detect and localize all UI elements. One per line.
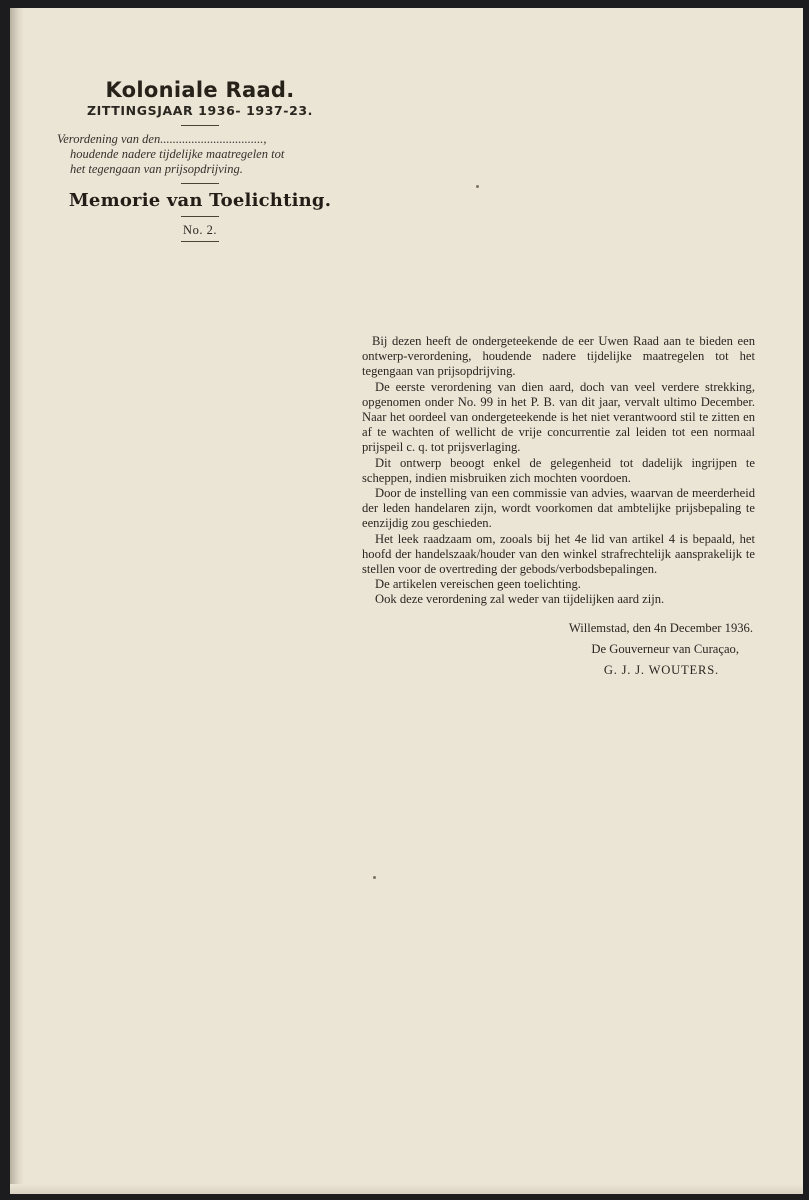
page-bottom-shadow xyxy=(10,1184,803,1194)
title-divider xyxy=(181,216,219,217)
body-paragraph: Ook deze verordening zal weder van tijdelijken aard zijn. xyxy=(375,592,665,607)
body-paragraph: De eerste verordening van dien aard, doch van veel verdere strekking, opgenomen onder No. 99 in het P. B. van dit jaar, vervalt ultimo December. Naar het oordeel van ondergeteekende is het niet verantwoord stil te zitten en af te wachten of wellicht de vrije concurrentie zal leiden tot een normaal prijspeil c. q. tot prijsverlaging. xyxy=(362,379,755,455)
document-header xyxy=(50,78,350,248)
subject-line-2: houdende nadere tijdelijke maatregelen tot xyxy=(70,147,285,161)
document-number: No. 2. xyxy=(183,223,217,237)
council-name: Koloniale Raad. xyxy=(105,78,295,102)
body-paragraph: Door de instelling van een commissie van advies, waarvan de meerderheid der leden handelaren zijn, wordt voorkomen dat ambtelijke prijsbepaling te eenzijdig zou geschieden. xyxy=(362,486,755,531)
body-paragraph: Het leek raadzaam om, zooals bij het 4e lid van artikel 4 is bepaald, het hoofd der handelszaak/houder van den winkel strafrechtelijk aansprakelijk te stellen voor de overtreding der gebods/verbodsbepalingen. xyxy=(362,531,755,577)
number-divider xyxy=(181,241,219,242)
document-title: Memorie van Toelichting. xyxy=(68,190,332,211)
signatory-name: G. J. J. WOUTERS. xyxy=(603,662,719,677)
subject-divider xyxy=(181,183,219,184)
body-paragraph: De artikelen vereischen geen toelichting. xyxy=(375,577,581,592)
ordinance-subject xyxy=(57,132,350,177)
subject-line-3: het tegengaan van prijsopdrijving. xyxy=(70,162,243,176)
body-paragraph: Dit ontwerp beoogt enkel de gelegenheid tot dadelijk ingrijpen te scheppen, indien misbruiken zich mochten voordoen. xyxy=(362,455,755,485)
body-paragraph: Bij dezen heeft de ondergeteekende de eer Uwen Raad aan te bieden een ontwerp-verordening, houdende nadere tijdelijke maatregelen tot het tegengaan van prijsopdrijving. xyxy=(362,334,755,379)
subject-line-1: Verordening van den................................., xyxy=(57,132,267,146)
document-page xyxy=(10,8,803,1194)
paper-speck xyxy=(373,876,376,879)
explanatory-memorandum-body xyxy=(362,334,755,681)
page-spine-shadow xyxy=(10,8,24,1194)
place-and-date: Willemstad, den 4n December 1936. xyxy=(568,620,753,635)
signatory-role: De Gouverneur van Curaçao, xyxy=(591,641,739,656)
session-year: ZITTINGSJAAR 1936- 1937-23. xyxy=(86,103,314,118)
header-divider xyxy=(181,125,219,126)
paper-speck xyxy=(476,185,479,188)
signature-block xyxy=(362,618,755,681)
